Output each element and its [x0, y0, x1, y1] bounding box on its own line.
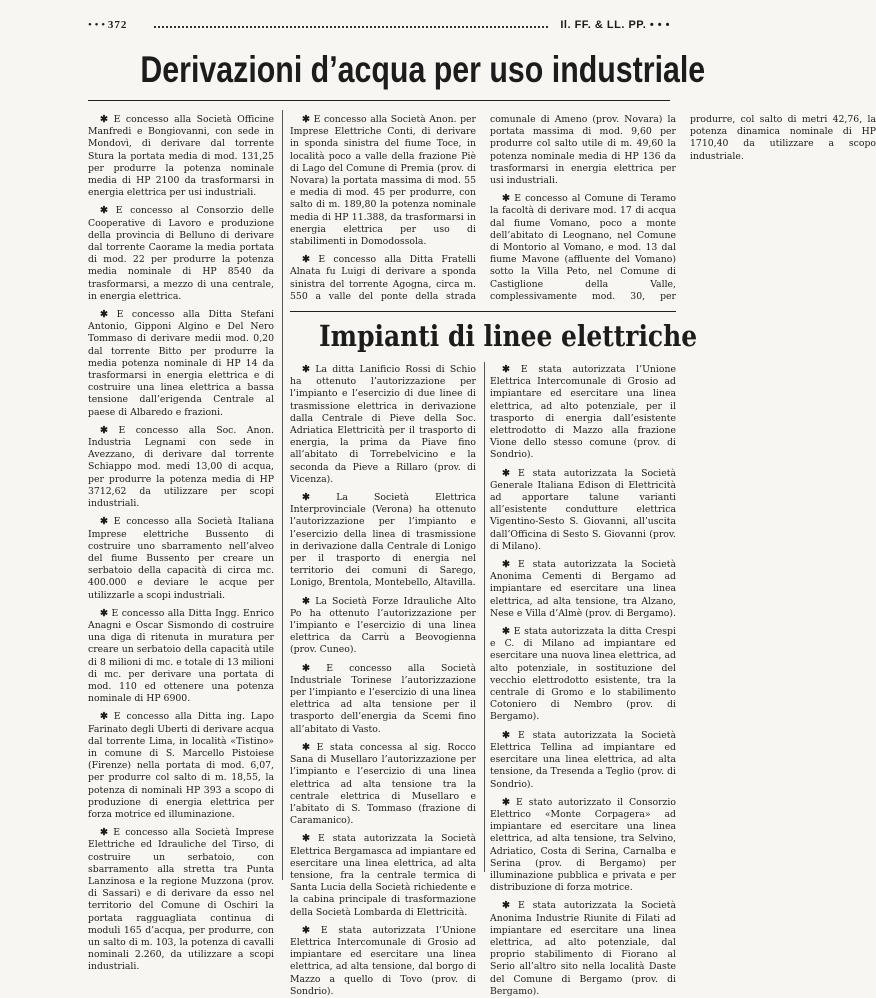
derivazioni-column-2 — [290, 114, 876, 304]
notice-text: E stata autorizzata la Società Elettrica Bergamasca ad impiantare ed esercitare una linea elettrica, ad alta tensione, fra la centrale termica di Santa Lucia della Società richiedente e la cabina principale di trasformazione della Società Lombarda di Elettricità. — [290, 833, 476, 918]
asterisk-icon: ✱ — [100, 607, 112, 619]
header-dot-leader — [154, 26, 548, 28]
notice-paragraph — [88, 608, 274, 706]
notice-text: E concesso alla Ditta Ingg. Enrico Anagni e Oscar Sismondo di costruire una diga di ritenuta in muratura per creare un serbatoio della capacità utile di 8 milioni di mc. e totale di 13 milioni di mc. per derivare una portata di mod. 110 ed ottenere una potenza nominale di HP 6900. — [88, 607, 274, 705]
asterisk-icon: ✱ — [100, 516, 114, 528]
notice-paragraph — [490, 730, 676, 791]
notice-paragraph — [88, 516, 274, 601]
notice-paragraph — [490, 797, 676, 895]
notice-paragraph — [290, 833, 476, 918]
column-divider-2 — [484, 362, 485, 872]
notice-text: E stato autorizzato il Consorzio Elettrico «Monte Corpagera» ad impiantare ed esercitare una linea elettrica, ad alta tensione, tra Selvino, Adriatico, Costa di Serina, Carnalba e Serina (prov. di Bergamo) per illuminazione pubblica e privata e per distribuzione di forza motrice. — [490, 796, 676, 894]
asterisk-icon: ✱ — [302, 492, 337, 504]
section-title-impianti: Impianti di linee elettriche — [319, 319, 698, 353]
page-number: • • • 372 — [88, 19, 128, 31]
asterisk-icon: ✱ — [502, 626, 514, 638]
asterisk-icon: ✱ — [302, 833, 318, 845]
notice-text: E concesso alla Ditta Fratelli Alnata fu Luigi di derivare a sponda sinistra del torrente Agogna, circa m. 550 a valle del ponte della strada comunale di Ameno (prov. Novara) la portata massima di mod. 9,60 per produrre col salto utile di m. 49,60 la potenza nominale media di HP 136 da trasformarsi in energia elettrica per usi industriali. — [290, 114, 676, 302]
notice-paragraph — [88, 425, 274, 510]
asterisk-icon: ✱ — [100, 711, 114, 723]
journal-title-text: Il. FF. & LL. PP. — [560, 19, 647, 31]
notice-text: E concesso alla Società Industriale Torinese l’autorizzazione per l’impianto e l’esercizio di una linea elettrica ad alta tensione per il trasporto dell’energia da Scemi fino all’abitato di Vasto. — [290, 662, 476, 735]
asterisk-icon: ✱ — [302, 364, 316, 375]
notice-paragraph — [290, 663, 476, 736]
asterisk-icon: ✱ — [100, 205, 116, 217]
asterisk-icon: ✱ — [100, 309, 117, 321]
asterisk-icon: ✱ — [302, 924, 321, 936]
notice-paragraph — [290, 114, 476, 248]
notice-text: E stata autorizzata la ditta Crespi e C. di Milano ad impiantare ed esercitare una nuova linea elettrica, ad alto potenziale, in sostituzione del vecchio elettrodotto esistente, tra la centrale di Gromo e lo stabilimento Cotoniero di Nembro (prov. di Bergamo). — [490, 626, 676, 723]
asterisk-icon: ✱ — [502, 364, 521, 375]
notice-text: E concesso alla Società Imprese Elettriche ed Idrauliche del Tirso, di costruire un serbatoio, con sbarramento alla stretta tra Punta Lanzinosa e la regione Muzzona (prov. di Sassari) e di derivare da esso nel territorio del Comune di Oschiri la portata ragguagliata continua di moduli 165 d’acqua, per produrre, con un salto di m. 103, la potenza di cavalli nominali 2.260, da utilizzare a scopi industriali. — [88, 827, 274, 973]
asterisk-icon: ✱ — [100, 424, 119, 436]
notice-text: E concesso alla Società Italiana Imprese elettriche Bussento di costruire uno sbarramento nell’alveo del fiume Bussento per creare un serbatoio della capacità di circa mc. 400.000 e deviare le acque per utilizzarle a scopi industriali. — [88, 516, 274, 601]
title-rule — [88, 100, 670, 101]
asterisk-icon: ✱ — [302, 741, 317, 753]
asterisk-icon: ✱ — [100, 114, 114, 125]
column-divider — [282, 110, 283, 880]
asterisk-icon: ✱ — [502, 193, 515, 205]
asterisk-icon: ✱ — [302, 254, 319, 266]
notice-text: E stata autorizzata la Società Generale Italiana Edison di Elettricità ad apportare talune varianti all’esistente condutture elettrica Vigentino-Sesto S. Giovanni, all’uscita dall’Officina di Sesto S. Giovanni (prov. di Milano). — [490, 467, 676, 552]
journal-title: Il. FF. & LL. PP. • • • — [560, 19, 670, 31]
notice-paragraph — [290, 925, 476, 998]
derivazioni-column-1 — [88, 114, 275, 973]
notice-text: E stata autorizzata la Società Elettrica Tellina ad impiantare ed esercitare una linea elettrica, ad alta tensione, da Tresenda a Teglio (prov. di Sondrio). — [490, 729, 676, 790]
notice-paragraph — [88, 711, 274, 821]
asterisk-icon: ✱ — [502, 467, 518, 479]
notice-paragraph — [88, 827, 274, 973]
notice-text: E concesso alla Società Officine Manfredi e Bongiovanni, con sede in Mondovì, di derivare dal torrente Stura la portata media di mod. 131,25 per produrre la potenza nominale media di HP 2100 da trasformarsi in energia elettrica per usi industriali. — [88, 114, 274, 199]
notice-text: La Società Elettrica Interprovinciale (Verona) ha ottenuto l’autorizzazione per l’impianto e l’esercizio della linea di trasmissione in derivazione dalla Centrale di Lonigo per il trasporto di energia nel territorio dei comuni di Sarego, Lonigo, Brentola, Montebello, Altavilla. — [290, 492, 476, 589]
asterisk-icon: ✱ — [502, 559, 518, 571]
notice-text: E stata autorizzata l’Unione Elettrica Intercomunale di Grosio ad impiantare ed esercitare una linea elettrica, ad alta tensione, dal borgo di Mazzo a quello di Tovo (prov. di Sondrio). — [290, 924, 476, 997]
notice-text: La Società Forze Idrauliche Alto Po ha ottenuto l’autorizzazione per l’impianto e l’esercizio di una linea elettrica da Carrù a Beovogienna (prov. Cuneo). — [290, 595, 476, 656]
notice-paragraph — [490, 626, 676, 724]
notice-text: E stata autorizzata la Società Anonima Cementi di Bergamo ad impiantare ed esercitare una linea elettrica, ad alta tensione, tra Alzano, Nese e Villa d’Almè (prov. di Bergamo). — [490, 559, 676, 619]
notice-paragraph — [290, 364, 476, 486]
notice-paragraph — [290, 596, 476, 657]
notice-text: E stata concessa al sig. Rocco Sana di Musellaro l’autorizzazione per l’impianto e l’esercizio di una linea elettrica ad alta tensione tra la centrale elettrica di Musellaro e l’abitato di S. Tommaso (frazione di Caramanico). — [290, 741, 476, 827]
notice-paragraph — [490, 468, 676, 553]
asterisk-icon: ✱ — [502, 796, 517, 808]
asterisk-icon: ✱ — [302, 595, 316, 607]
notice-paragraph — [290, 492, 476, 590]
notice-text: E stata autorizzata l’Unione Elettrica Intercomunale di Grosio ad impiantare ed esercitare una linea elettrica, ad alto potenziale, per il trasporto di energia dall’esistente elettrodotto di Mazzo alla frazione Vione dello stesso comune (prov. di Sondrio). — [490, 364, 676, 461]
asterisk-icon: ✱ — [100, 827, 114, 839]
notice-text: E concesso alla Ditta Stefani Antonio, Gipponi Algino e Del Nero Tommaso di derivare medii mod. 0,20 dal torrente Bitto per produrre la media potenza nominale di HP 14 da trasformarsi in energia elettrica e di costruire una linea elettrica a bassa tensione dall’erigenda Centrale al paese di Albaredo e frazioni. — [88, 309, 275, 418]
running-header — [88, 19, 670, 35]
notice-paragraph — [490, 559, 676, 620]
notice-text: La ditta Lanificio Rossi di Schio ha ottenuto l’autorizzazione per l’impianto e l’esercizio di due linee di trasmissione elettrica in derivazione dalla Centrale di Pieve della Soc. Adriatica Elettricità per il trasporto di energia, la prima da Piave fino all’abitato di Torrebelvicino e la seconda da Pieve a Rillaro (prov. di Vicenza). — [290, 364, 476, 485]
notice-text: E concesso al Consorzio delle Cooperative di Lavoro e produzione della provincia di Belluno di derivare dal torrente Caorame la media portata di mod. 22 per produrre la potenza media nominale di HP 8540 da trasformarsi, a mezzo di una centrale, in energia elettrica. — [88, 205, 274, 302]
impianti-column-2 — [490, 364, 676, 997]
notice-text: E concesso alla Ditta ing. Lapo Farinato degli Uberti di derivare acqua dal torrente Lima, in località «Tistino» in comune di S. Marcello Pistoiese (Firenze) nella portata di mod. 6,07, per produrre col salto di m. 18,55, la potenza di nominali HP 393 a scopo di produzione di energia elettrica per forza motrice ed illuminazione. — [88, 711, 274, 820]
section-title-derivazioni: Derivazioni d’acqua per uso industriale — [140, 49, 706, 90]
notice-text: E concesso al Comune di Teramo la facoltà di derivare mod. 17 di acqua dal fiume Vomano, poco a monte dell’abitato di Leognano, nel Comune di Montorio al Vomano, e mod. 13 dal fiume Mavone (affluente del Vomano) sotto la Villa Peto, nel Comune di Castiglione della Valle, complessivamente mod. 30, per produrre, col salto di metri 42,76, la potenza dinamica nominale di HP 1710,40 da utilizzare a scopo industriale. — [490, 114, 876, 302]
section-rule — [290, 311, 676, 312]
impianti-column-1 — [290, 364, 476, 997]
notice-paragraph — [88, 114, 274, 199]
notice-text: E concesso alla Società Anon. per Imprese Elettriche Conti, di derivare in sponda sinistra del fiume Toce, in località poco a valle della frazione Piè di Lago del Comune di Premia (prov. di Novara) la portata massima di mod. 55 e media di mod. 45 per produrre, con salto di m. 189,80 la potenza nominale media di HP 11.388, da trasformarsi in energia elettrica per uso di stabilimenti in Domodossola. — [290, 114, 476, 248]
notice-paragraph — [88, 205, 274, 303]
asterisk-icon: ✱ — [302, 114, 314, 125]
page-number-value: 372 — [107, 19, 128, 31]
notice-paragraph — [490, 364, 676, 462]
asterisk-icon: ✱ — [502, 729, 518, 741]
notice-paragraph — [490, 900, 676, 998]
asterisk-icon: ✱ — [502, 900, 518, 912]
notice-text: E stata autorizzata la Società Anonima Industrie Riunite di Filati ad impiantare ed esercitare una linea elettrica, ad alto potenziale, dal proprio stabilimento di Fiorano al Serio all’altro sito nella località Daste del Comune di Bergamo (prov. di Bergamo). — [490, 900, 676, 997]
notice-paragraph — [88, 309, 274, 419]
asterisk-icon: ✱ — [302, 662, 327, 674]
notice-paragraph — [290, 742, 476, 827]
notice-text: E concesso alla Soc. Anon. Industria Legnami con sede in Avezzano, di derivare dal torrente Schiappo mod. medi 13,00 di acqua, per produrre la potenza media di HP 3712,62 da utilizzare per scopi industriali. — [88, 424, 274, 510]
